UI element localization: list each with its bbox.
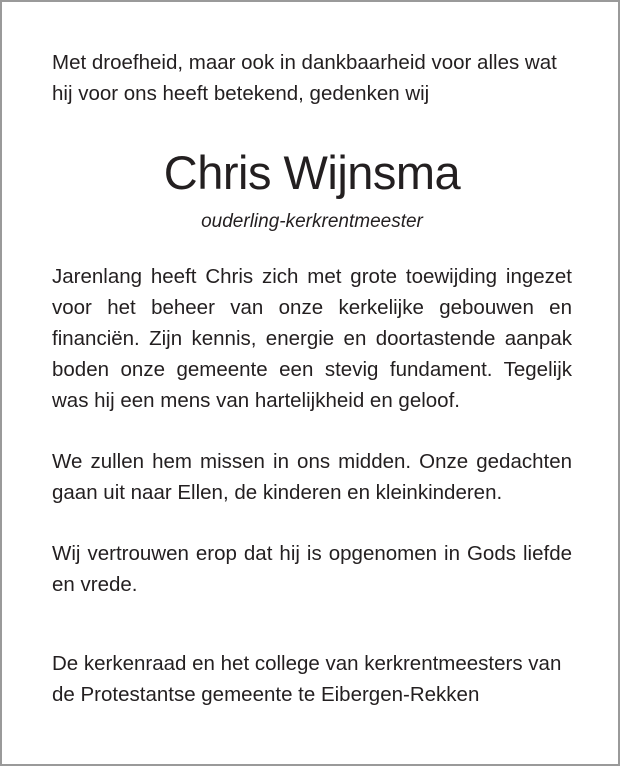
paragraph-faith: Wij vertrouwen erop dat hij is opgenomen in Gods liefde en vrede.	[52, 542, 572, 596]
paragraph-condolence: We zullen hem missen in ons midden. Onze gedachten gaan uit naar Ellen, de kinderen en kleinkinderen.	[52, 450, 572, 504]
signature-text: De kerkenraad en het college van kerkrentmeesters van de Protestantse gemeente te Eibergen-Rekken	[52, 652, 562, 706]
intro-text: Met droefheid, maar ook in dankbaarheid voor alles wat hij voor ons heeft betekend, gedenken wij	[52, 51, 557, 105]
deceased-name: Chris Wijnsma	[163, 146, 461, 199]
paragraph-tribute: Jarenlang heeft Chris zich met grote toewijding ingezet voor het beheer van onze kerkelijke gebouwen en financiën. Zijn kennis, energie en doortastende aanpak boden onze gemeente een stevig fundament. Tegelijk was hij een mens van hartelijkheid en geloof.	[52, 265, 572, 412]
role-subtitle: ouderling-kerkrentmeester	[201, 211, 423, 232]
announcement-content	[52, 47, 572, 710]
